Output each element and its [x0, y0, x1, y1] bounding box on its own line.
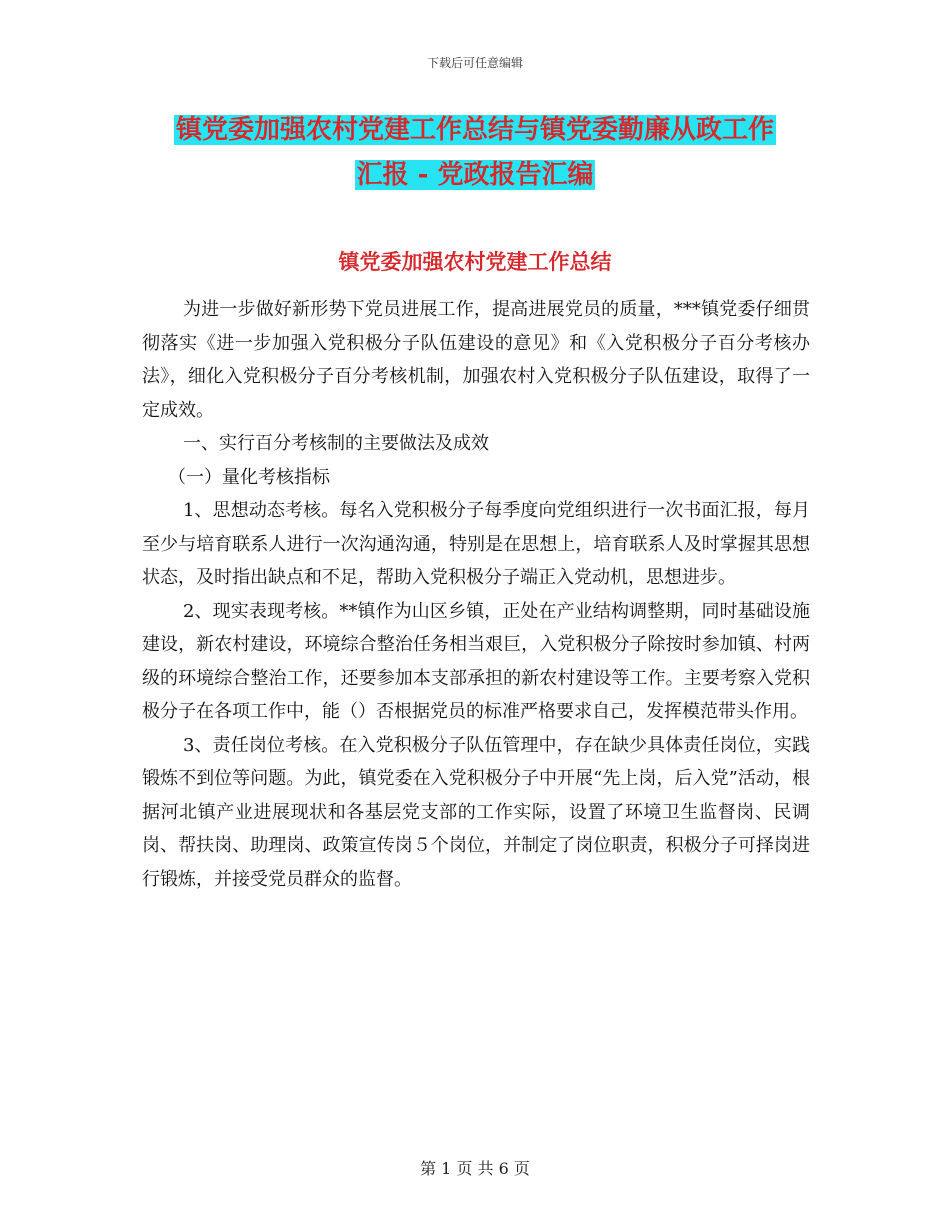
title-line-2-text: 汇报 - 党政报告汇编 — [356, 160, 594, 190]
document-title-line-2 — [0, 151, 950, 199]
header-note: 下载后可任意编辑 — [426, 56, 523, 70]
page-footer: 第 1 页 共 6 页 — [420, 1159, 530, 1178]
section-title: 镇党委加强农村党建工作总结 — [338, 249, 612, 274]
heading-1-1: （一）量化考核指标 — [168, 466, 330, 488]
document-body — [142, 293, 810, 896]
heading-1: 一、实行百分考核制的主要做法及成效 — [183, 433, 489, 454]
title-line-1-text: 镇党委加强农村党建工作总结与镇党委勤廉从政工作 — [175, 115, 774, 145]
document-title-line-1 — [0, 106, 950, 154]
paragraph-item-2: 2、现实表现考核。**镇作为山区乡镇，正处在产业结构调整期，同时基础设施建设，新农村建设，环境综合整治任务相当艰巨，入党积极分子除按时参加镇、村两级的环境综合整治工作，还要参加本支部承担的新农村建设等工作。主要考察入党积极分子在各项工作中，能（）否根据党员的标准严格要求自己，发挥模范带头作用。 — [142, 600, 810, 722]
paragraph-item-3: 3、责任岗位考核。在入党积极分子队伍管理中，存在缺少具体责任岗位，实践锻炼不到位等问题。为此，镇党委在入党积极分子中开展“先上岗，后入党”活动，根据河北镇产业进展现状和各基层党支部的工作实际，设置了环境卫生监督岗、民调岗、帮扶岗、助理岗、政策宣传岗５个岗位，并制定了岗位职责，积极分子可择岗进行锻炼，并接受党员群众的监督。 — [142, 734, 810, 890]
paragraph-item-1: 1、思想动态考核。每名入党积极分子每季度向党组织进行一次书面汇报，每月至少与培育联系人进行一次沟通沟通，特别是在思想上，培育联系人及时掌握其思想状态，及时指出缺点和不足，帮助入党积极分子端正入党动机，思想进步。 — [142, 500, 810, 588]
intro-paragraph: 为进一步做好新形势下党员进展工作，提高进展党员的质量，***镇党委仔细贯彻落实《进一步加强入党积极分子队伍建设的意见》和《入党积极分子百分考核办法》，细化入党积极分子百分考核机制，加强农村入党积极分子队伍建设，取得了一定成效。 — [142, 299, 810, 421]
